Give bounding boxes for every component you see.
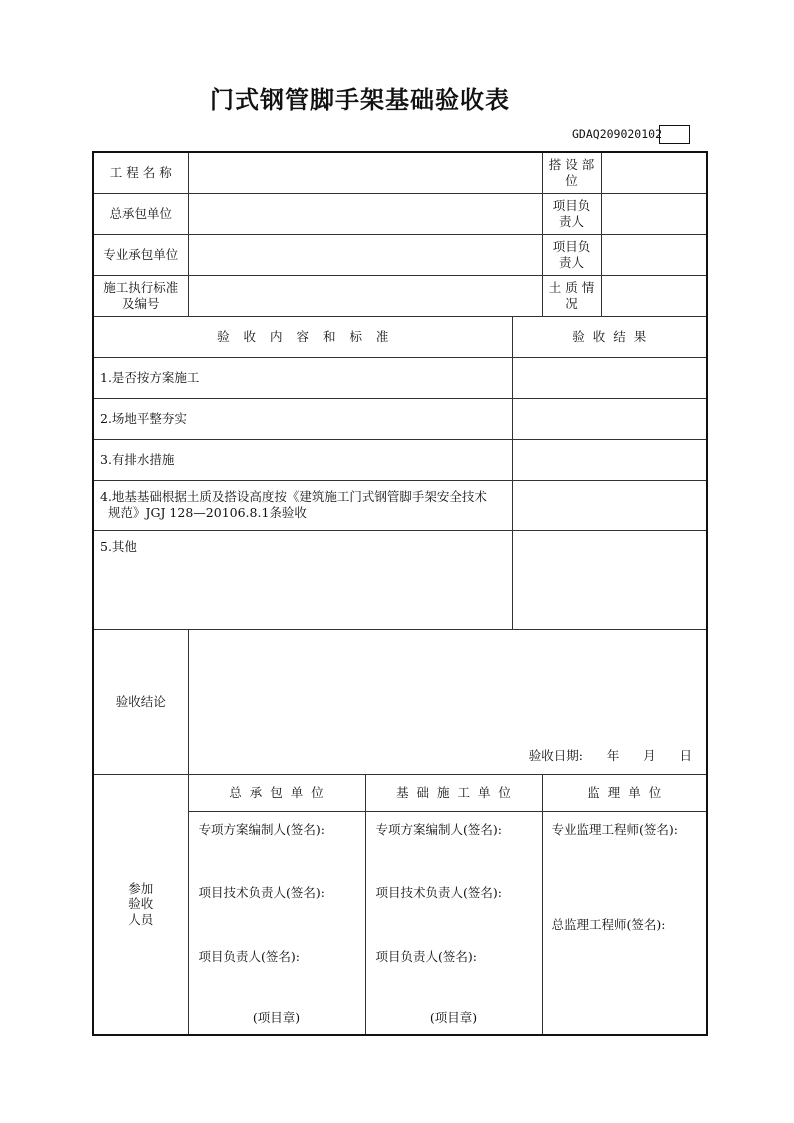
field-soil-condition[interactable] xyxy=(601,275,707,316)
unit-general-contractor: 总 承 包 单 位 xyxy=(188,774,365,811)
label-project-manager-2: 项目负责人 xyxy=(542,234,601,275)
check-result-5[interactable] xyxy=(512,530,707,629)
project-stamp-2: (项目章) xyxy=(429,1010,478,1026)
row-general-contractor xyxy=(93,193,707,234)
project-stamp-1: (项目章) xyxy=(252,1010,301,1026)
page-title: 门式钢管脚手架基础验收表 xyxy=(210,86,510,114)
unit-supervisor: 监 理 单 位 xyxy=(542,774,707,811)
check-row-2 xyxy=(93,398,707,439)
field-project-manager-2[interactable] xyxy=(601,234,707,275)
sig-project-manager-2[interactable]: 项目负责人(签名): xyxy=(375,948,477,964)
check-row-4 xyxy=(93,480,707,530)
check-item-1: 1.是否按方案施工 xyxy=(93,357,512,398)
check-result-4[interactable] xyxy=(512,480,707,530)
label-soil-condition: 土 质 情 况 xyxy=(542,275,601,316)
label-standard: 施工执行标准 及编号 xyxy=(93,275,188,316)
check-item-3: 3.有排水措施 xyxy=(93,439,512,480)
participants-label: 参加 验收 人员 xyxy=(93,774,188,1035)
row-standard xyxy=(93,275,707,316)
check-item-4: 4.地基基础根据土质及搭设高度按《建筑施工门式钢管脚手架安全技术 规范》JGJ 128—20106.8.1条验收 xyxy=(93,480,512,530)
unit-foundation-builder: 基 础 施 工 单 位 xyxy=(365,774,542,811)
content-header: 验 收 内 容 和 标 准 xyxy=(93,316,512,357)
signature-col-general-contractor xyxy=(188,811,365,1035)
sig-chief-supervisor[interactable]: 总监理工程师(签名): xyxy=(551,916,666,932)
sig-tech-lead-2[interactable]: 项目技术负责人(签名): xyxy=(375,884,502,900)
row-conclusion xyxy=(93,629,707,774)
field-project-name[interactable] xyxy=(188,152,542,193)
sig-plan-author-1[interactable]: 专项方案编制人(签名): xyxy=(198,821,325,837)
field-standard[interactable] xyxy=(188,275,542,316)
sig-tech-lead-1[interactable]: 项目技术负责人(签名): xyxy=(198,884,325,900)
sig-plan-author-2[interactable]: 专项方案编制人(签名): xyxy=(375,821,502,837)
label-project-name: 工 程 名 称 xyxy=(93,152,188,193)
check-row-1 xyxy=(93,357,707,398)
check-result-1[interactable] xyxy=(512,357,707,398)
check-row-3 xyxy=(93,439,707,480)
label-erection-location: 搭 设 部 位 xyxy=(542,152,601,193)
field-general-contractor[interactable] xyxy=(188,193,542,234)
inspection-date: 验收日期: 年 月 日 xyxy=(528,747,693,763)
field-project-manager-1[interactable] xyxy=(601,193,707,234)
signature-col-foundation-builder xyxy=(365,811,542,1035)
row-specialty-contractor xyxy=(93,234,707,275)
sig-project-manager-1[interactable]: 项目负责人(签名): xyxy=(198,948,300,964)
check-row-5 xyxy=(93,530,707,629)
check-item-5: 5.其他 xyxy=(93,530,512,629)
check-result-3[interactable] xyxy=(512,439,707,480)
field-specialty-contractor[interactable] xyxy=(188,234,542,275)
sig-specialty-supervisor[interactable]: 专业监理工程师(签名): xyxy=(551,821,678,837)
row-units-header xyxy=(93,774,707,811)
document-code: GDAQ209020102 xyxy=(572,127,663,141)
row-project-name xyxy=(93,152,707,193)
row-section-header xyxy=(93,316,707,357)
label-specialty-contractor: 专业承包单位 xyxy=(93,234,188,275)
acceptance-form xyxy=(92,151,708,1036)
label-project-manager-1: 项目负责人 xyxy=(542,193,601,234)
check-result-2[interactable] xyxy=(512,398,707,439)
field-erection-location[interactable] xyxy=(601,152,707,193)
check-item-2: 2.场地平整夯实 xyxy=(93,398,512,439)
result-header: 验 收 结 果 xyxy=(512,316,707,357)
conclusion-label: 验收结论 xyxy=(93,629,188,774)
document-code-box[interactable] xyxy=(659,125,690,144)
signature-col-supervisor xyxy=(542,811,707,1035)
label-general-contractor: 总承包单位 xyxy=(93,193,188,234)
conclusion-field[interactable] xyxy=(188,629,707,774)
